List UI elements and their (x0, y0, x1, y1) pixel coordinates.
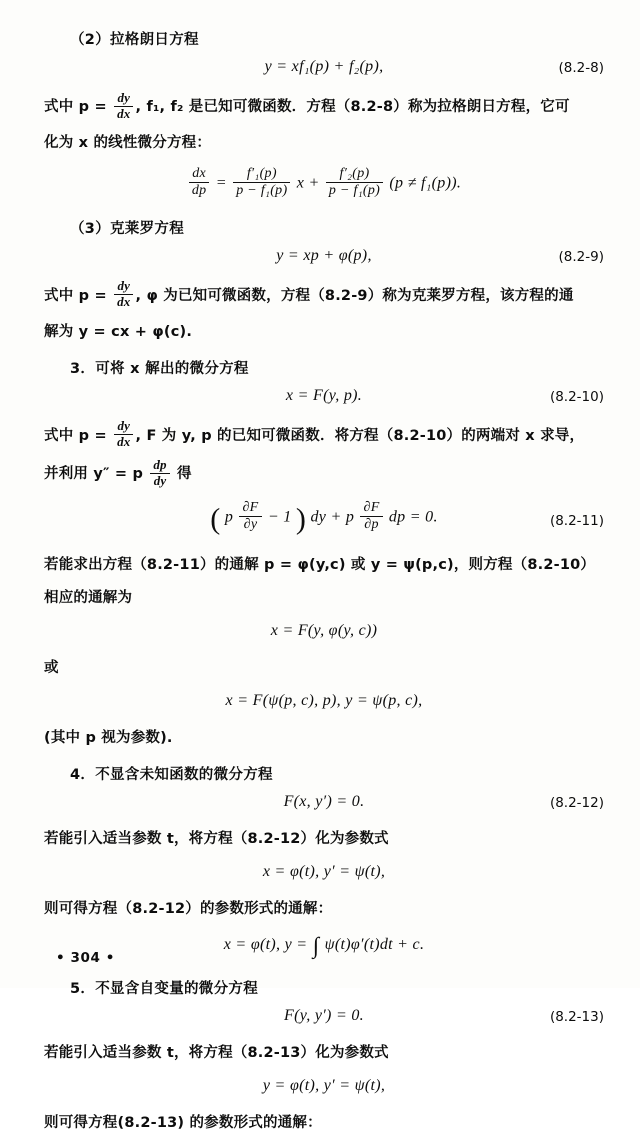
equation-tag-8-2-13: (8.2-13) (549, 1009, 604, 1026)
fraction-denominator: ∂y (239, 516, 261, 533)
text-solve-x-a2: , F 为 y, p 的已知可微函数．将方程（8.2-10）的两端对 x 求导， (135, 427, 585, 444)
text-x-plus: x + (296, 174, 320, 192)
equation-8-2-8: y = xf₁(p) + f₂(p), (264, 58, 384, 75)
fraction-numerator: dy (117, 418, 131, 434)
paragraph-param-intro-13 (44, 1039, 604, 1068)
text-dy-plus-p: dy + p (310, 508, 355, 526)
equation-param-solution-12-row (44, 933, 604, 967)
paren-open: ( (210, 502, 221, 536)
text-lagrange-bold: 拉格朗日方程 (437, 99, 526, 115)
fraction-denominator: dx (114, 106, 133, 122)
equation-general-solution-row (44, 622, 604, 644)
text-param-intro-12: 若能引入适当参数 t，将方程（8.2-12）化为参数式 (44, 831, 389, 848)
equation-8-2-11 (44, 501, 604, 536)
fraction-dy-dx-3 (114, 419, 133, 450)
text-dp-equals-zero: dp = 0. (388, 508, 438, 526)
paren-close: ) (295, 502, 307, 536)
fraction-f2-over-p-minus-f1 (326, 166, 383, 199)
fraction-denominator: dy (150, 473, 169, 489)
fraction-partial-F-partial-p (360, 500, 382, 533)
page-content (44, 18, 604, 1142)
text-minus-one: − 1 (267, 508, 292, 526)
section-heading-clairaut: （3）克莱罗方程 (70, 220, 184, 237)
equation-lagrange-linear (44, 167, 604, 200)
equation-8-2-13-row (44, 1007, 604, 1029)
equation-general-solution-param-row (44, 692, 604, 714)
text-clairaut-b: 解为 y = cx + φ(c). (44, 323, 193, 340)
text-or: 或 (44, 660, 59, 677)
paragraph-lagrange-desc (44, 90, 604, 125)
text-solve-x-b2: 得 (171, 466, 192, 483)
equation-8-2-12: F(x, y′) = 0. (283, 793, 365, 811)
fraction-dy-dx-1 (114, 91, 133, 122)
fraction-denominator: p − f₁(p) (326, 182, 383, 199)
section-heading-lagrange: （2）拉格朗日方程 (70, 32, 199, 48)
text-general-solution-d: 相应的通解为 (44, 590, 133, 607)
fraction-numerator: dy (117, 89, 131, 105)
text-clairaut-bold: 克莱罗方程 (411, 287, 486, 304)
equation-8-2-9: y = xp + φ(p), (276, 246, 372, 264)
page-number: • 304 • (56, 950, 116, 966)
text-lagrange-b: 化为 x 的线性微分方程： (44, 134, 212, 151)
paragraph-param-solution-12 (44, 895, 604, 924)
fraction-denominator: dx (114, 294, 133, 310)
text-param-note: (其中 p 视为参数). (44, 730, 173, 747)
fraction-numerator: dx (192, 165, 207, 181)
paragraph-param-solution-13 (44, 1109, 604, 1138)
equation-8-2-12-row (44, 793, 604, 815)
equation-param-solution-12 (44, 933, 604, 959)
fraction-partial-F-partial-y (239, 500, 261, 533)
equation-tag-8-2-9: (8.2-9) (558, 248, 604, 265)
equation-tag-8-2-12: (8.2-12) (549, 795, 604, 812)
paragraph-clairaut-desc (44, 279, 604, 314)
text-general-solution-c: 若能求出方程（8.2-11）的通解 p = φ(y,c) 或 y = ψ(p,c)，则方程（8.2-10） (44, 557, 596, 574)
equation-8-2-10-row (44, 387, 604, 409)
fraction-denominator: dx (114, 434, 133, 450)
fraction-f1-over-p-minus-f1 (233, 166, 290, 199)
text-clairaut-a2: , φ 为已知可微函数，方程（8.2-9）称为 (135, 287, 412, 304)
equation-tag-8-2-11: (8.2-11) (549, 513, 604, 530)
section-heading-solve-for-x: 3．可将 x 解出的微分方程 (70, 360, 249, 377)
fraction-numerator: ∂F (363, 500, 380, 516)
text-lagrange-a1: 式中 p = (44, 99, 113, 115)
text-lagrange-a4: ，它可 (525, 99, 570, 115)
condition-p-not-f1: (p ≠ f₁(p)). (389, 174, 462, 192)
paragraph-or (44, 654, 604, 683)
text-solve-x-a1: 式中 p = (44, 427, 113, 444)
text-integrand: ψ(t)φ′(t)dt + c. (324, 936, 425, 954)
equation-8-2-13: F(y, y′) = 0. (284, 1007, 364, 1025)
equation-tag-8-2-8: (8.2-8) (558, 60, 604, 76)
fraction-denominator: p − f₁(p) (233, 182, 290, 199)
equation-8-2-9-row (44, 247, 604, 269)
symbol-p-1: p (224, 508, 234, 526)
equation-lagrange-linear-row (44, 167, 604, 207)
paragraph-general-solution-d (44, 584, 604, 613)
paragraph-general-solution-c (44, 551, 604, 580)
text-solve-x-b1: 并利用 y″ = p (44, 466, 149, 483)
fraction-dp-dy (150, 458, 169, 489)
text-clairaut-a4: ，该方程的通 (485, 287, 574, 304)
text-lagrange-a2: , f₁, f₂ 是已知可微函数．方程（8.2-8）称为 (135, 99, 438, 115)
section-heading-no-unknown-function: 4．不显含未知函数的微分方程 (70, 767, 273, 784)
equation-tag-8-2-10: (8.2-10) (549, 388, 604, 405)
fraction-numerator: f′₁(p) (246, 165, 277, 181)
paragraph-solve-x-desc (44, 419, 604, 454)
fraction-denominator: ∂p (360, 516, 382, 533)
paragraph-use-ypp (44, 457, 604, 492)
text-param-solution-12: 则可得方程（8.2-12）的参数形式的通解： (44, 901, 333, 918)
text-param-solution-13: 则可得方程(8.2-13) 的参数形式的通解： (44, 1115, 322, 1132)
equation-param-form-12: x = φ(t), y′ = ψ(t), (262, 863, 386, 881)
paragraph-clairaut-solution (44, 318, 604, 347)
paragraph-param-intro-12 (44, 825, 604, 854)
paragraph-lagrange-linear (44, 129, 604, 158)
fraction-dx-dp (189, 166, 210, 199)
paragraph-param-note (44, 724, 604, 753)
equation-general-solution-param: x = F(ψ(p, c), p), y = ψ(p, c), (225, 692, 423, 710)
equals-sign: = (215, 174, 227, 192)
equation-8-2-11-row (44, 501, 604, 541)
fraction-numerator: ∂F (242, 500, 259, 516)
integral-icon: ∫ (312, 933, 320, 959)
text-clairaut-a1: 式中 p = (44, 287, 113, 304)
equation-8-2-10: x = F(y, p). (285, 386, 363, 404)
section-heading-no-independent-var: 5．不显含自变量的微分方程 (70, 981, 258, 998)
fraction-dy-dx-2 (114, 279, 133, 310)
equation-8-2-8-row (44, 58, 604, 80)
fraction-numerator: dp (153, 456, 167, 472)
equation-param-form-13-row (44, 1077, 604, 1099)
text-param-intro-13: 若能引入适当参数 t，将方程（8.2-13）化为参数式 (44, 1045, 389, 1062)
fraction-numerator: f′₂(p) (339, 165, 370, 181)
text-x-phi-y-equals: x = φ(t), y = (223, 936, 308, 954)
fraction-denominator: dp (189, 182, 210, 199)
equation-param-form-12-row (44, 863, 604, 885)
fraction-numerator: dy (117, 278, 131, 294)
equation-general-solution: x = F(y, φ(y, c)) (270, 622, 378, 640)
equation-param-form-13: y = φ(t), y′ = ψ(t), (262, 1077, 386, 1095)
